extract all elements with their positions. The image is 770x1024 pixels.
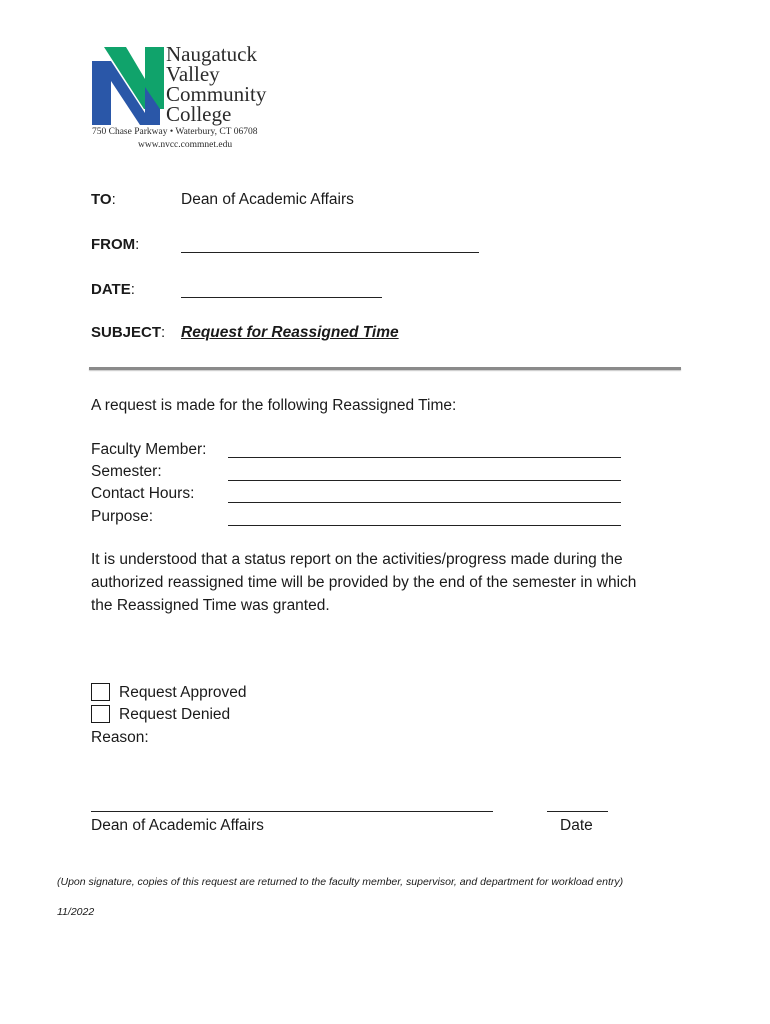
dean-signature-line[interactable]	[91, 811, 493, 812]
logo-name-line-4: College	[166, 102, 232, 126]
revision-date: 11/2022	[57, 906, 95, 918]
logo-mark-icon	[92, 47, 164, 125]
statement-line-2: authorized reassigned time will be provided by the end of the semester in which	[91, 574, 637, 591]
statement-line-1: It is understood that a status report on the activities/progress made during the	[91, 551, 623, 568]
contact-hours-label: Contact Hours:	[91, 485, 195, 502]
semester-line[interactable]	[228, 480, 621, 481]
request-denied-checkbox[interactable]	[91, 705, 110, 723]
request-approved-checkbox[interactable]	[91, 683, 110, 701]
reason-label: Reason:	[91, 729, 149, 746]
contact-hours-line[interactable]	[228, 502, 621, 503]
distribution-note: (Upon signature, copies of this request are returned to the faculty member, supervisor, and department for workload entry)	[57, 876, 624, 888]
date-blank-line[interactable]	[181, 297, 382, 298]
request-approved-label: Request Approved	[119, 684, 247, 701]
logo-address: 750 Chase Parkway • Waterbury, CT 06708	[92, 127, 258, 137]
purpose-line[interactable]	[228, 525, 621, 526]
dean-signature-label: Dean of Academic Affairs	[91, 817, 264, 834]
signature-date-line[interactable]	[547, 811, 608, 812]
purpose-label: Purpose:	[91, 508, 154, 525]
logo-website: www.nvcc.commnet.edu	[138, 140, 233, 150]
logo-name-line-2: Valley	[166, 62, 220, 86]
college-logo	[92, 44, 292, 154]
request-denied-label: Request Denied	[119, 706, 231, 723]
faculty-member-label: Faculty Member:	[91, 441, 207, 458]
request-intro: A request is made for the following Reassigned Time:	[91, 397, 457, 414]
logo-name-line-3: Community	[166, 82, 267, 106]
semester-label: Semester:	[91, 463, 162, 480]
from-label: FROM:	[91, 236, 140, 253]
date-label: DATE:	[91, 281, 135, 298]
subject-value: Request for Reassigned Time	[181, 324, 399, 341]
signature-date-label: Date	[560, 817, 593, 834]
header-divider	[89, 367, 681, 370]
faculty-member-line[interactable]	[228, 457, 621, 458]
subject-label: SUBJECT:	[91, 324, 166, 341]
to-label: TO:	[91, 191, 116, 208]
to-value: Dean of Academic Affairs	[181, 191, 354, 208]
statement-line-3: the Reassigned Time was granted.	[91, 597, 330, 614]
logo-name-line-1: Naugatuck	[166, 42, 257, 66]
from-blank-line[interactable]	[181, 252, 479, 253]
